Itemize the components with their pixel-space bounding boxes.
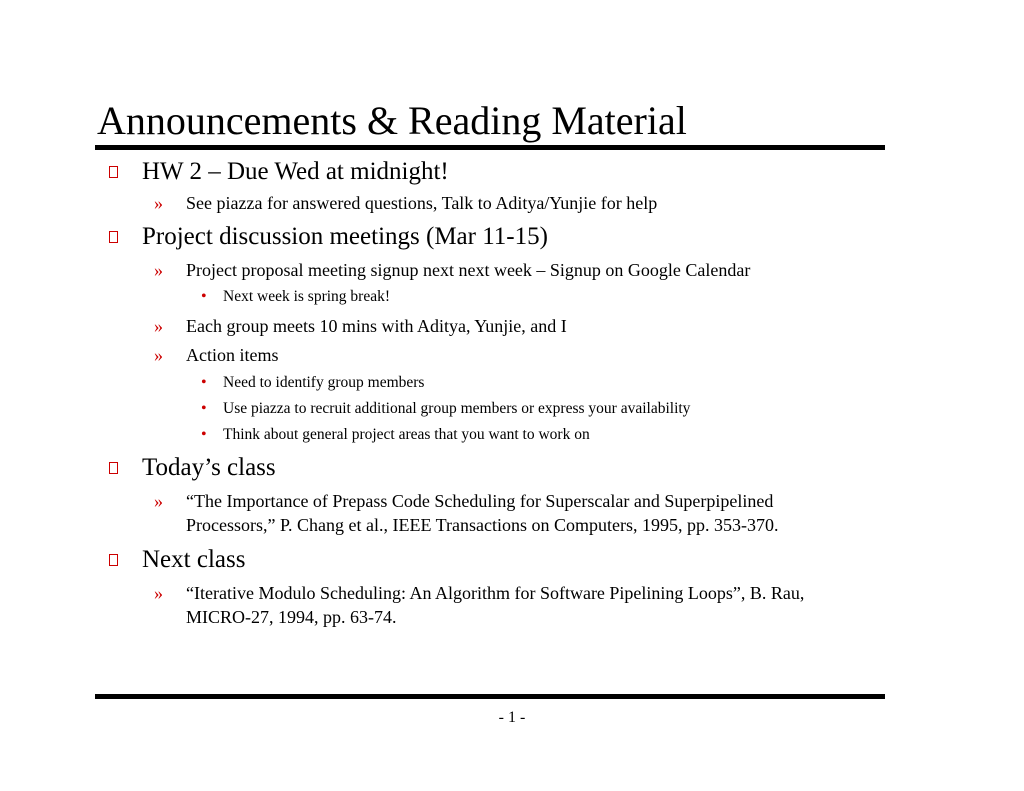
- action-item: [201, 425, 590, 445]
- sub-bullet-today-reading: [154, 489, 774, 513]
- sub-bullet-today-reading-cont: [186, 513, 778, 537]
- bullet-today-text: Today’s class: [142, 454, 276, 481]
- sub-bullet-piazza-text: See piazza for answered questions, Talk to Aditya/Yunjie for help: [186, 193, 658, 213]
- sub-sub-bullet-spring-break: [201, 287, 391, 307]
- square-bullet-icon: [109, 462, 118, 474]
- dot-bullet-icon: •: [201, 288, 207, 305]
- sub-bullet-meets-text: Each group meets 10 mins with Aditya, Yunjie, and I: [186, 316, 567, 336]
- action-item: [201, 373, 425, 393]
- today-reading-line2: Processors,” P. Chang et al., IEEE Transactions on Computers, 1995, pp. 353-370.: [186, 515, 779, 535]
- sub-bullet-action-items: [154, 343, 279, 367]
- sub-sub-bullet-spring-break-text: Next week is spring break!: [223, 288, 391, 305]
- sub-bullet-action-items-text: Action items: [186, 345, 279, 365]
- sub-bullet-signup: [154, 258, 751, 282]
- bullet-next-text: Next class: [142, 546, 246, 573]
- bullet-project-text: Project discussion meetings (Mar 11-15): [142, 223, 548, 250]
- dot-bullet-icon: •: [201, 400, 207, 417]
- action-item-text: Use piazza to recruit additional group members or express your availability: [223, 400, 691, 417]
- action-item: [201, 399, 691, 419]
- action-item-text: Need to identify group members: [223, 374, 425, 391]
- sub-bullet-meets: [154, 314, 567, 338]
- double-chevron-bullet-icon: »: [154, 260, 163, 280]
- slide-title: Announcements & Reading Material: [97, 98, 687, 143]
- sub-bullet-next-reading: [154, 581, 805, 605]
- square-bullet-icon: [109, 231, 118, 243]
- next-reading-line1: “Iterative Modulo Scheduling: An Algorithm for Software Pipelining Loops”, B. Rau,: [186, 583, 805, 603]
- page-number: - 1 -: [498, 709, 526, 726]
- double-chevron-bullet-icon: »: [154, 193, 163, 213]
- bullet-hw-text: HW 2 – Due Wed at midnight!: [142, 158, 449, 185]
- footer-rule: [95, 694, 885, 699]
- dot-bullet-icon: •: [201, 426, 207, 443]
- bullet-today: [142, 453, 276, 483]
- square-bullet-icon: [109, 166, 118, 178]
- bullet-project: [142, 222, 548, 252]
- bullet-next: [142, 545, 245, 575]
- next-reading-line2: MICRO-27, 1994, pp. 63-74.: [186, 607, 397, 627]
- double-chevron-bullet-icon: »: [154, 316, 163, 336]
- square-bullet-icon: [109, 554, 118, 566]
- sub-bullet-signup-text: Project proposal meeting signup next next week – Signup on Google Calendar: [186, 260, 751, 280]
- dot-bullet-icon: •: [201, 374, 207, 391]
- double-chevron-bullet-icon: »: [154, 583, 163, 603]
- double-chevron-bullet-icon: »: [154, 345, 163, 365]
- action-item-text: Think about general project areas that you want to work on: [223, 426, 590, 443]
- sub-bullet-piazza: [154, 191, 658, 215]
- sub-bullet-next-reading-cont: [186, 605, 397, 629]
- bullet-hw: [142, 157, 449, 187]
- double-chevron-bullet-icon: »: [154, 491, 163, 511]
- today-reading-line1: “The Importance of Prepass Code Scheduling for Superscalar and Superpipelined: [186, 491, 774, 511]
- title-rule: [95, 145, 885, 150]
